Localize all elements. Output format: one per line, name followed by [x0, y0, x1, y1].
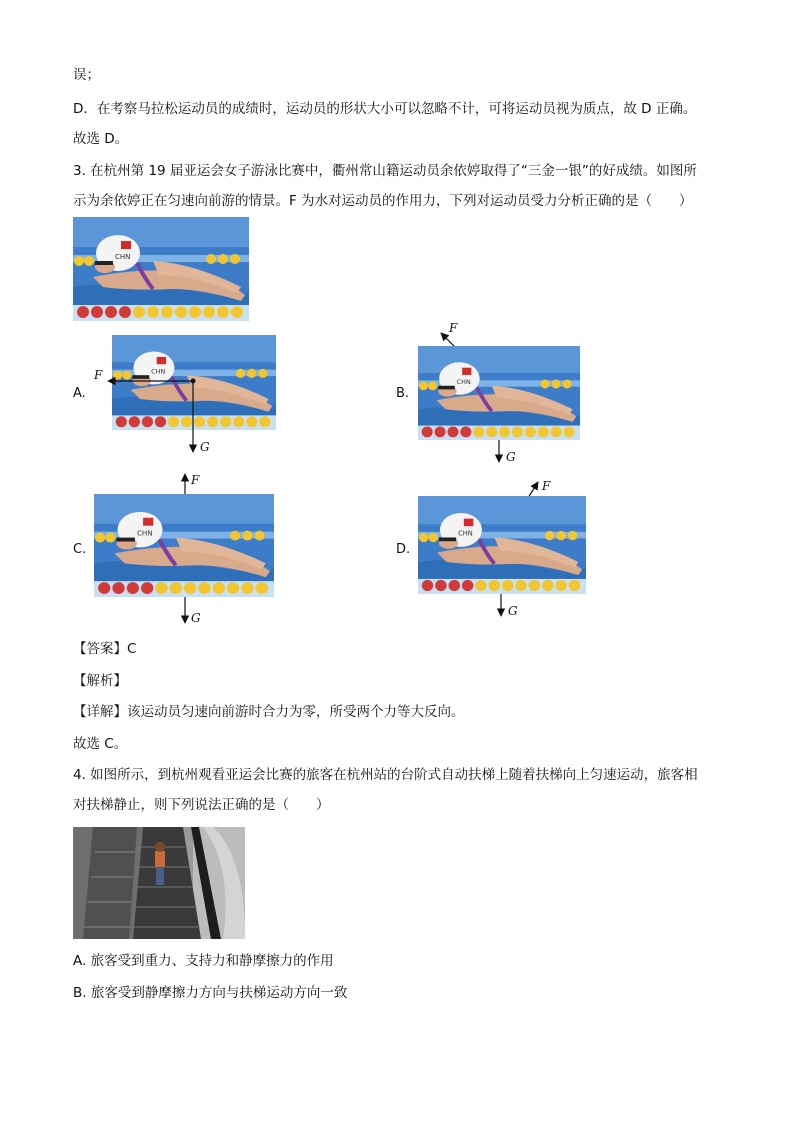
force-label-f: F [542, 479, 551, 493]
option-d-label: D. [396, 542, 411, 557]
option-c-label: C. [73, 542, 87, 557]
force-label-f: F [94, 368, 103, 382]
force-label-g: G [191, 611, 201, 625]
force-label-g: G [508, 604, 518, 618]
question-3-line-2: 示为余依婷正在匀速向前游的情景。F 为水对运动员的作用力，下列对运动员受力分析正确的是（ ） [73, 193, 693, 209]
escalator-photo [73, 827, 245, 939]
text-line: 故选 D。 [73, 131, 129, 147]
force-label-g: G [200, 440, 210, 454]
detail-line: 【详解】该运动员匀速向前游时合力为零，所受两个力等大反向。 [73, 704, 465, 720]
force-label-f: F [191, 473, 200, 487]
text-line: D．在考察马拉松运动员的成绩时，运动员的形状大小可以忽略不计，可将运动员视为质点，故 D 正确。 [73, 101, 697, 117]
question-3-line-1: 3. 在杭州第 19 届亚运会女子游泳比赛中，衢州常山籍运动员余依婷取得了“三金一银”的好成绩。如图所 [73, 163, 697, 179]
question-4-line-1: 4. 如图所示，到杭州观看亚运会比赛的旅客在杭州站的台阶式自动扶梯上随着扶梯向上匀速运动，旅客相 [73, 767, 698, 783]
answer-line: 【答案】C [73, 641, 137, 657]
text-line: 故选 C。 [73, 736, 128, 752]
force-label-g: G [506, 450, 516, 464]
option-b-photo [418, 346, 580, 440]
option-a-label: A. [73, 386, 86, 401]
option-b-label: B. [396, 386, 410, 401]
option-d-photo [418, 496, 586, 594]
option-c-photo [94, 494, 274, 597]
question-4-line-2: 对扶梯静止，则下列说法正确的是（ ） [73, 797, 330, 813]
analysis-heading: 【解析】 [73, 673, 127, 689]
text-line: 误； [73, 67, 100, 83]
force-label-f: F [449, 321, 458, 335]
question-4-option-b: B. 旅客受到静摩擦力方向与扶梯运动方向一致 [73, 985, 348, 1001]
question-4-option-a: A. 旅客受到重力、支持力和静摩擦力的作用 [73, 953, 334, 969]
